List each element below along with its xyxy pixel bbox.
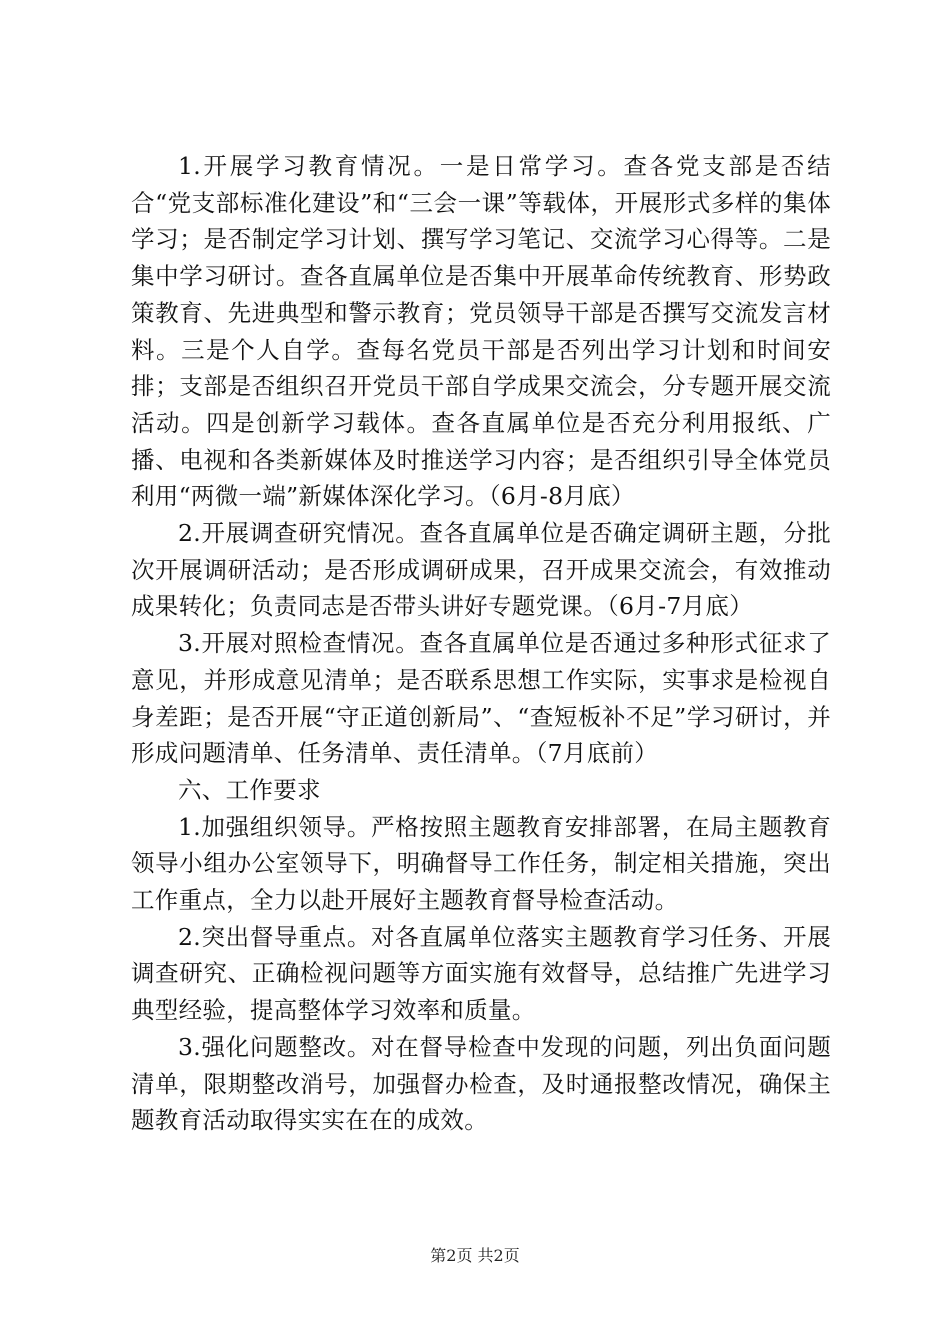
paragraph-investigation-research: 2.开展调查研究情况。查各直属单位是否确定调研主题，分批次开展调研活动；是否形成调研成果，召开成果交流会，有效推动成果转化；负责同志是否带头讲好专题党课。（6月-7月底） bbox=[131, 519, 831, 621]
page-number-footer: 第2页 共2页 bbox=[430, 1246, 520, 1265]
paragraph-supervision-focus: 2.突出督导重点。对各直属单位落实主题教育学习任务、开展调查研究、正确检视问题等方面实施有效督导，总结推广先进学习典型经验，提高整体学习效率和质量。 bbox=[131, 922, 831, 1025]
paragraph-organization-leadership: 1.加强组织领导。严格按照主题教育安排部署，在局主题教育领导小组办公室领导下，明确督导工作任务，制定相关措施，突出工作重点，全力以赴开展好主题教育督导检查活动。 bbox=[131, 812, 831, 915]
paragraph-problem-rectification: 3.强化问题整改。对在督导检查中发现的问题，列出负面问题清单，限期整改消号，加强督办检查，及时通报整改情况，确保主题教育活动取得实实在在的成效。 bbox=[131, 1032, 831, 1135]
paragraph-study-education: 1.开展学习教育情况。一是日常学习。查各党支部是否结合“党支部标准化建设”和“三会一课”等载体，开展形式多样的集体学习；是否制定学习计划、撰写学习笔记、交流学习心得等。二是集中学习研讨。查各直属单位是否集中开展革命传统教育、形势政策教育、先进典型和警示教育；党员领导干部是否撰写交流发言材料。三是个人自学。查每名党员干部是否列出学习计划和时间安排；支部是否组织召开党员干部自学成果交流会，分专题开展交流活动。四是创新学习载体。查各直属单位是否充分利用报纸、广播、电视和各类新媒体及时推送学习内容；是否组织引导全体党员利用“两微一端”新媒体深化学习。（6月-8月底） bbox=[131, 152, 831, 511]
section-heading-work-requirements: 六、工作要求 bbox=[178, 775, 321, 804]
paragraph-comparison-check: 3.开展对照检查情况。查各直属单位是否通过多种形式征求了意见，并形成意见清单；是否联系思想工作实际，实事求是检视自身差距；是否开展“守正道创新局”、“查短板补不足”学习研讨，并形成问题清单、任务清单、责任清单。（7月底前） bbox=[131, 629, 831, 768]
document-body bbox=[131, 148, 831, 1139]
